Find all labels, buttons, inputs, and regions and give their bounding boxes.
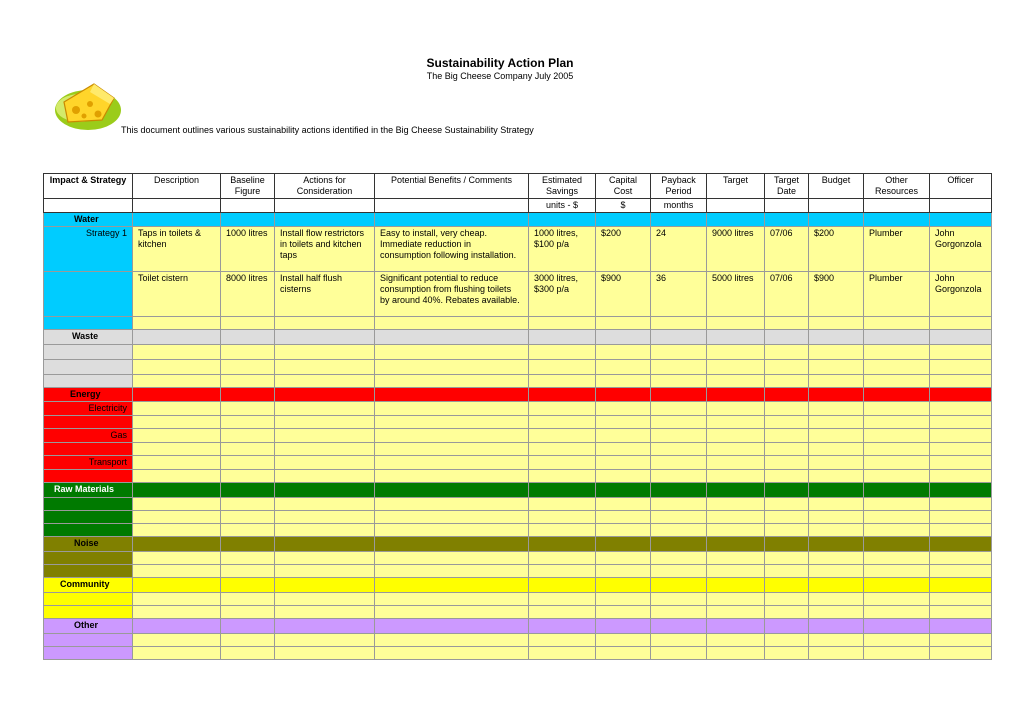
cell-actions: Install flow restrictors in toilets and kitchen taps: [275, 227, 375, 272]
header-budget: Budget: [809, 174, 864, 199]
category-other: Other: [44, 619, 133, 634]
header-target-date: Target Date: [765, 174, 809, 199]
subcategory-strategy1: Strategy 1: [44, 227, 133, 272]
table-row: [44, 360, 992, 375]
category-community-row: [44, 578, 992, 593]
header-target: Target: [707, 174, 765, 199]
header-impact: Impact & Strategy: [44, 174, 133, 199]
header-other: Other Resources: [864, 174, 930, 199]
table-row: [44, 227, 992, 272]
table-row: [44, 456, 992, 470]
cell-officer: John Gorgonzola: [930, 227, 992, 272]
table-row: [44, 593, 992, 606]
category-energy-row: [44, 388, 992, 402]
category-other-row: [44, 619, 992, 634]
cell-budget: $200: [809, 227, 864, 272]
category-waste-row: [44, 330, 992, 345]
table-row: [44, 565, 992, 578]
cell-target: 5000 litres: [707, 272, 765, 317]
category-water-row: [44, 213, 992, 227]
document-title: Sustainability Action Plan: [426, 56, 574, 70]
cell-baseline: 8000 litres: [221, 272, 275, 317]
document-subtitle: The Big Cheese Company July 2005: [426, 71, 574, 81]
category-noise: Noise: [44, 537, 133, 552]
header-payback-units: months: [651, 199, 707, 213]
category-raw-materials-row: [44, 483, 992, 498]
cell-savings: 1000 litres, $100 p/a: [529, 227, 596, 272]
table-row: [44, 443, 992, 456]
cell-budget: $900: [809, 272, 864, 317]
cell-description: Taps in toilets & kitchen: [133, 227, 221, 272]
table-row: [44, 552, 992, 565]
cell-benefits: Easy to install, very cheap. Immediate reduction in consumption following installation.: [375, 227, 529, 272]
header-actions: Actions for Consideration: [275, 174, 375, 199]
table-row: [44, 647, 992, 660]
header-capital-units: $: [596, 199, 651, 213]
category-noise-row: [44, 537, 992, 552]
table-row: [44, 524, 992, 537]
subcategory-gas: Gas: [44, 429, 133, 443]
cell-target: 9000 litres: [707, 227, 765, 272]
table-row: [44, 402, 992, 416]
table-row: [44, 511, 992, 524]
cell-target-date: 07/06: [765, 272, 809, 317]
cell-payback: 24: [651, 227, 707, 272]
table-row: [44, 498, 992, 511]
table-row: [44, 416, 992, 429]
table-row: [44, 272, 992, 317]
header-savings-units: units - $: [529, 199, 596, 213]
cell-benefits: Significant potential to reduce consumption from flushing toilets by around 40%. Rebates available.: [375, 272, 529, 317]
table-row: [44, 606, 992, 619]
action-plan-table: [43, 173, 992, 660]
header-savings: Estimated Savings: [529, 174, 596, 199]
table-row: [44, 317, 992, 330]
cell-description: Toilet cistern: [133, 272, 221, 317]
header-capital: Capital Cost: [596, 174, 651, 199]
cheese-icon: [50, 78, 122, 134]
cell-baseline: 1000 litres: [221, 227, 275, 272]
header-description: Description: [133, 174, 221, 199]
table-row: [44, 375, 992, 388]
cell-other: Plumber: [864, 227, 930, 272]
cell-target-date: 07/06: [765, 227, 809, 272]
table-row: [44, 345, 992, 360]
cell-payback: 36: [651, 272, 707, 317]
cell-capital: $200: [596, 227, 651, 272]
header-units-row: [44, 199, 992, 213]
category-energy: Energy: [44, 388, 133, 402]
category-waste: Waste: [44, 330, 133, 345]
cell-officer: John Gorgonzola: [930, 272, 992, 317]
category-raw-materials: Raw Materials: [44, 483, 133, 498]
intro-text: This document outlines various sustainability actions identified in the Big Cheese Sustainability Strategy: [121, 125, 534, 135]
category-water: Water: [44, 213, 133, 227]
table-row: [44, 470, 992, 483]
header-officer: Officer: [930, 174, 992, 199]
table-row: [44, 429, 992, 443]
cell-savings: 3000 litres, $300 p/a: [529, 272, 596, 317]
cell-actions: Install half flush cisterns: [275, 272, 375, 317]
table-row: [44, 634, 992, 647]
header-benefits: Potential Benefits / Comments: [375, 174, 529, 199]
subcategory-electricity: Electricity: [44, 402, 133, 416]
cell-capital: $900: [596, 272, 651, 317]
header-row: [44, 174, 992, 199]
header-payback: Payback Period: [651, 174, 707, 199]
cell-other: Plumber: [864, 272, 930, 317]
subcategory-transport: Transport: [44, 456, 133, 470]
category-community: Community: [44, 578, 133, 593]
header-baseline: Baseline Figure: [221, 174, 275, 199]
